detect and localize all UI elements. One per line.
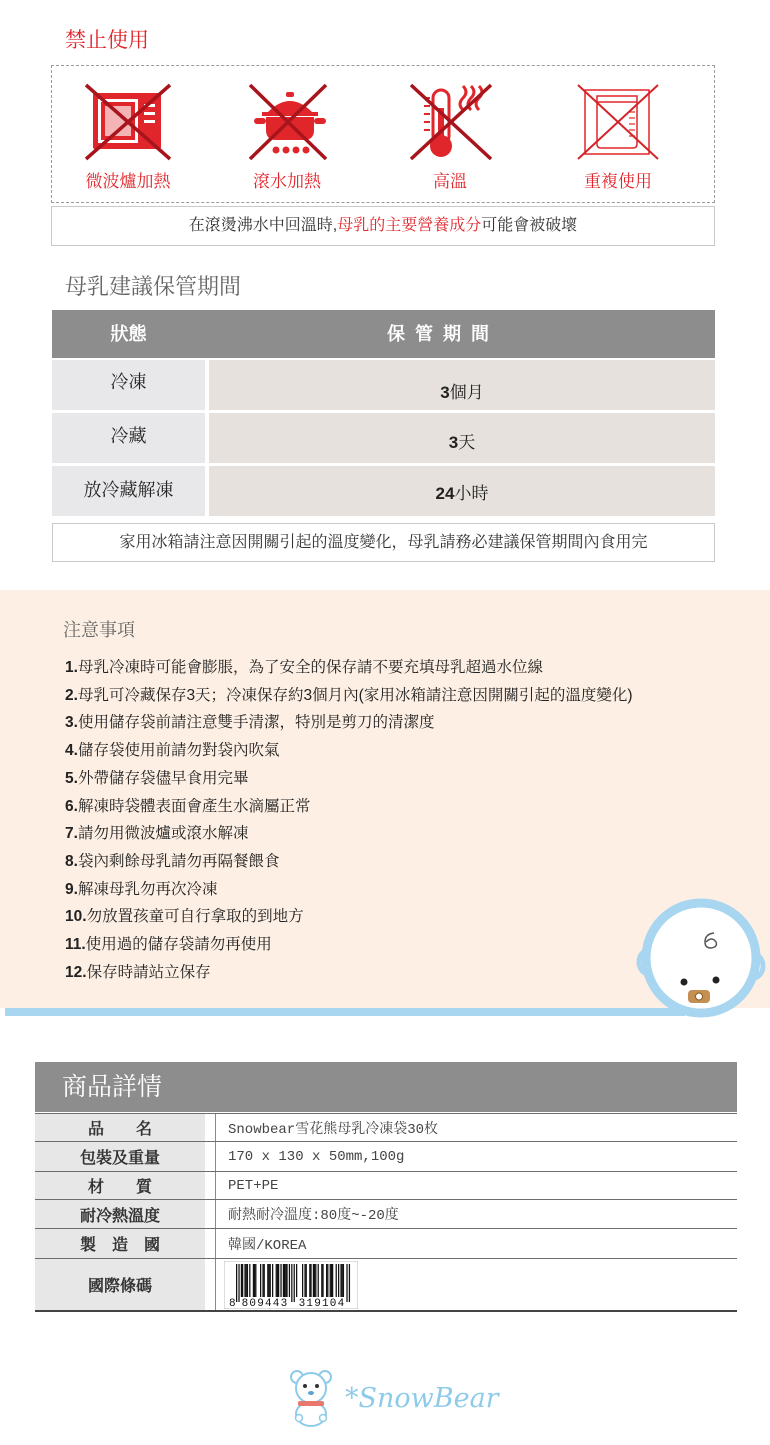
barcode-bar [254, 1264, 255, 1297]
barcode-bar [343, 1264, 344, 1297]
storage-note: 家用冰箱請注意因開關引起的溫度變化，母乳請務必建議保管期間內食用完 [52, 523, 715, 562]
barcode-bar [336, 1264, 337, 1297]
list-item [65, 903, 633, 931]
item-text: 解凍母乳勿再次冷凍 [77, 880, 218, 898]
barcode-bar [276, 1264, 277, 1297]
storage-table [52, 360, 715, 519]
barcode-bar [268, 1264, 269, 1297]
barcode-bar [313, 1264, 314, 1297]
prohibited-item-reuse [543, 82, 693, 194]
barcode-bar [236, 1264, 237, 1302]
detail-label: 材 質 [35, 1172, 205, 1199]
barcode-bar [272, 1264, 273, 1297]
barcode-bar [289, 1264, 290, 1297]
list-item [65, 765, 633, 793]
item-number: 1. [65, 659, 78, 676]
item-number: 11. [65, 936, 86, 954]
detail-label: 耐冷熱溫度 [35, 1200, 205, 1228]
barcode [224, 1261, 358, 1309]
storage-table-header [52, 310, 715, 358]
barcode-bar [270, 1264, 271, 1297]
item-number: 10. [65, 908, 87, 926]
barcode-bar [346, 1264, 347, 1302]
list-item [65, 820, 633, 848]
storage-title: 母乳建議保管期間 [65, 274, 242, 299]
detail-value: PET+PE [215, 1172, 737, 1199]
list-item [65, 682, 633, 710]
prohibited-item-microwave [53, 82, 203, 194]
detail-value: Snowbear雪花熊母乳冷凍袋30枚 [215, 1114, 737, 1141]
warning-text: 在滾燙沸水中回溫時, [188, 217, 338, 234]
item-text: 勿放置孩童可自行拿取的到地方 [86, 908, 304, 926]
barcode-bar [249, 1264, 250, 1297]
barcode-bar [294, 1264, 295, 1302]
barcode-bar [321, 1264, 322, 1297]
header-period: 保管期間 [387, 324, 499, 344]
table-row [35, 1200, 737, 1229]
prohibited-label: 重複使用 [584, 172, 652, 191]
barcode-bar [314, 1264, 315, 1297]
barcode-first-digit: 8 [229, 1298, 236, 1309]
table-row [35, 1259, 737, 1312]
period-amount: 24 [435, 484, 455, 503]
divider-bar [5, 1008, 685, 1016]
barcode-bar [255, 1264, 256, 1297]
table-row [52, 466, 715, 516]
barcode-left-digits: 809443 [241, 1298, 289, 1309]
barcode-bar [310, 1264, 311, 1297]
barcode-bar [342, 1264, 343, 1297]
notes-list [65, 654, 633, 986]
barcode-bar [241, 1264, 242, 1297]
item-number: 12. [65, 963, 87, 981]
list-item [65, 876, 633, 904]
barcode-bar [260, 1264, 261, 1297]
list-item [65, 931, 633, 959]
barcode-bar [330, 1264, 331, 1297]
barcode-bar [246, 1264, 247, 1297]
barcode-bar [253, 1264, 254, 1297]
item-number: 5. [65, 769, 78, 787]
barcode-bar [285, 1264, 286, 1297]
item-number: 3. [65, 714, 78, 732]
item-number: 4. [65, 742, 78, 760]
thermometer-icon [405, 82, 495, 162]
period-cell [209, 360, 715, 410]
item-text: 使用儲存袋前請注意雙手清潔，特別是剪刀的清潔度 [77, 714, 435, 732]
item-text: 母乳可冷藏保存3天；冷凍保存約3個月內(家用冰箱請注意因開關引起的溫度變化) [77, 686, 633, 704]
details-table [35, 1113, 737, 1312]
barcode-bar [349, 1264, 350, 1302]
barcode-bar [302, 1264, 303, 1297]
header-state: 狀態 [110, 324, 147, 344]
warning-highlight: 母乳的主要營養成分 [337, 217, 482, 234]
period-unit: 天 [458, 433, 476, 452]
list-item [65, 654, 633, 682]
table-row [35, 1229, 737, 1259]
item-number: 9. [65, 880, 78, 898]
barcode-bar [278, 1264, 279, 1297]
barcode-bar [244, 1264, 245, 1297]
prohibited-label: 滾水加熱 [253, 172, 321, 191]
period-amount: 3 [448, 433, 459, 452]
list-item [65, 848, 633, 876]
detail-value: 耐熱耐冷溫度:80度~-20度 [215, 1200, 737, 1228]
item-number: 8. [65, 852, 78, 870]
table-row [35, 1114, 737, 1142]
details-title: 商品詳情 [62, 1073, 163, 1101]
barcode-bar [296, 1264, 297, 1297]
period-amount: 3 [440, 383, 450, 402]
barcode-bar [262, 1264, 263, 1297]
detail-label: 包裝及重量 [35, 1142, 205, 1171]
barcode-bar [247, 1264, 248, 1297]
list-item [65, 959, 633, 987]
item-text: 請勿用微波爐或滾水解凍 [77, 825, 249, 843]
polar-bear-icon [283, 1366, 341, 1428]
barcode-bar [340, 1264, 341, 1297]
storage-bag-icon [573, 82, 663, 162]
detail-value: 170 x 130 x 50mm,100g [215, 1142, 737, 1171]
list-item [65, 793, 633, 821]
barcode-cell [215, 1259, 737, 1310]
item-text: 解凍時袋體表面會產生水滴屬正常 [77, 797, 311, 815]
boiling-pot-icon [242, 82, 332, 162]
barcode-bar [242, 1264, 243, 1297]
barcode-bar [304, 1264, 305, 1297]
barcode-bar [338, 1264, 339, 1297]
barcode-bar [309, 1264, 310, 1297]
microwave-icon [83, 82, 173, 162]
prohibited-label: 高溫 [433, 172, 467, 191]
prohibited-item-boiling [212, 82, 362, 194]
state-cell: 放冷藏解凍 [52, 466, 205, 516]
period-unit: 個月 [449, 383, 484, 402]
list-item [65, 709, 633, 737]
barcode-bar [277, 1264, 278, 1297]
item-text: 母乳冷凍時可能會膨脹，為了安全的保存請不要充填母乳超過水位線 [77, 659, 543, 676]
barcode-bar [284, 1264, 285, 1297]
state-cell: 冷藏 [52, 413, 205, 463]
item-number: 6. [65, 797, 78, 815]
barcode-bar [283, 1264, 284, 1297]
barcode-bar [322, 1264, 323, 1297]
detail-label: 品 名 [35, 1114, 205, 1141]
detail-value: 韓國/KOREA [215, 1229, 737, 1258]
barcode-bar [332, 1264, 333, 1297]
period-cell [209, 466, 715, 516]
logo-wordmark: *SnowBear [345, 1383, 499, 1414]
barcode-bar [280, 1264, 281, 1297]
warning-text-end: 可能會被破壞 [481, 217, 578, 234]
barcode-bar [264, 1264, 265, 1297]
barcode-bar [331, 1264, 332, 1297]
prohibited-label: 微波爐加熱 [85, 172, 171, 191]
prohibited-title: 禁止使用 [65, 29, 149, 52]
item-text: 使用過的儲存袋請勿再使用 [85, 936, 272, 954]
barcode-bar [238, 1264, 239, 1302]
barcode-bar [327, 1264, 328, 1297]
table-row [52, 360, 715, 410]
barcode-bar [267, 1264, 268, 1297]
detail-label: 國際條碼 [35, 1259, 205, 1310]
table-row [35, 1142, 737, 1172]
table-row [52, 413, 715, 463]
baby-face-icon [636, 896, 766, 1022]
barcode-bar [326, 1264, 327, 1297]
barcode-bar [286, 1264, 287, 1297]
warning-box [51, 206, 715, 246]
state-cell: 冷凍 [52, 360, 205, 410]
table-row [35, 1172, 737, 1200]
barcode-right-digits: 319104 [298, 1298, 346, 1309]
barcode-bar [291, 1264, 292, 1302]
item-text: 儲存袋使用前請勿對袋內吹氣 [77, 742, 280, 760]
item-text: 保存時請站立保存 [86, 963, 211, 981]
prohibited-item-heat [375, 82, 525, 194]
item-text: 袋內剩餘母乳請勿再隔餐餵食 [77, 852, 280, 870]
item-number: 7. [65, 825, 78, 843]
list-item [65, 737, 633, 765]
notes-title: 注意事項 [63, 620, 135, 640]
period-cell [209, 413, 715, 463]
barcode-bar [315, 1264, 316, 1297]
detail-label: 製 造 國 [35, 1229, 205, 1258]
barcode-bar [306, 1264, 307, 1297]
barcode-bar [318, 1264, 319, 1297]
details-header [35, 1062, 737, 1112]
item-text: 外帶儲存袋儘早食用完畢 [77, 769, 249, 787]
item-number: 2. [65, 686, 78, 704]
period-unit: 小時 [454, 484, 489, 503]
